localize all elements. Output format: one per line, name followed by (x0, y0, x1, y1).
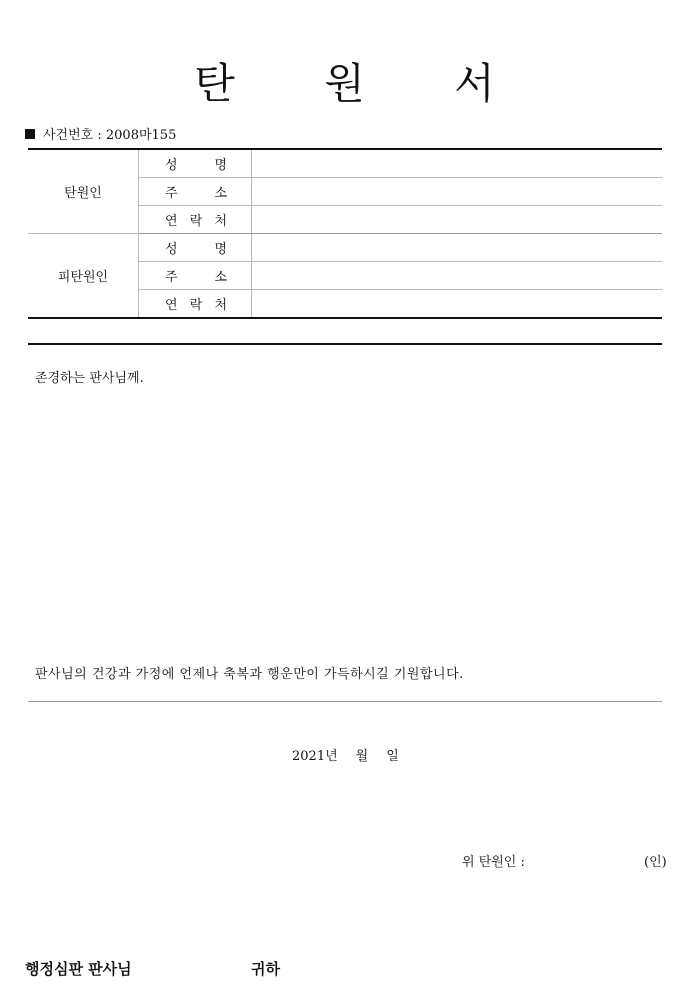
petitioner-group-label: 탄원인 (28, 149, 139, 234)
date-month: 월 (355, 749, 369, 764)
field-label: 연 락 처 (139, 290, 252, 319)
field-label: 주 소 (139, 178, 252, 206)
field-label: 성 명 (139, 149, 252, 178)
table-row (28, 234, 662, 262)
signature-label: 위 탄원인 : (462, 855, 525, 870)
date-day: 일 (386, 749, 399, 764)
case-number-label: 사건번호 : (43, 128, 102, 143)
petitioner-address-field[interactable] (252, 178, 663, 206)
addressee-name: 행정심판 판사님 (25, 960, 132, 978)
party-info-table (28, 148, 662, 319)
date-year: 2021년 (292, 749, 338, 764)
divider (28, 701, 662, 702)
greeting-text: 존경하는 판사님께. (35, 371, 144, 386)
square-bullet-icon (25, 129, 35, 139)
respondent-address-field[interactable] (252, 262, 663, 290)
petitioner-contact-field[interactable] (252, 206, 663, 234)
field-label: 연 락 처 (139, 206, 252, 234)
closing-text: 판사님의 건강과 가정에 언제나 축복과 행운만이 가득하시길 기원합니다. (35, 667, 464, 682)
divider (28, 343, 662, 345)
date-line (292, 745, 399, 764)
field-label: 성 명 (139, 234, 252, 262)
document-title: 탄 원 서 (194, 59, 533, 108)
field-label: 주 소 (139, 262, 252, 290)
respondent-contact-field[interactable] (252, 290, 663, 319)
table-row (28, 149, 662, 178)
seal-mark: (인) (644, 855, 667, 870)
case-number (25, 124, 176, 143)
petitioner-name-field[interactable] (252, 149, 663, 178)
case-number-value: 2008마155 (105, 128, 177, 143)
respondent-group-label: 피탄원인 (28, 234, 139, 319)
addressee-honorific: 귀하 (251, 960, 280, 978)
respondent-name-field[interactable] (252, 234, 663, 262)
